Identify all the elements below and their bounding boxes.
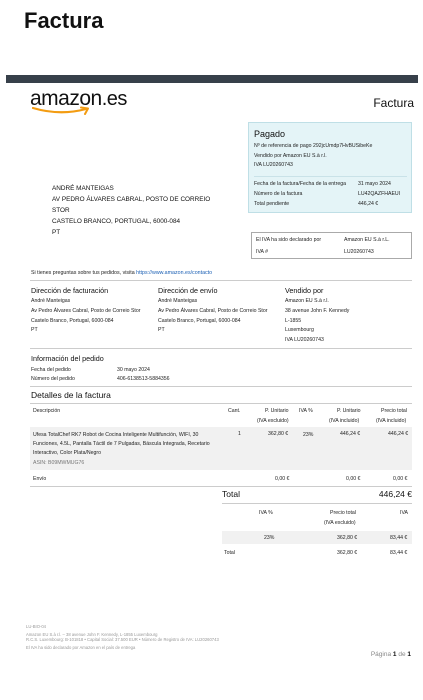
seller-line: 38 avenue John F. Kennedy [285, 308, 350, 314]
divider [30, 348, 412, 349]
vat-summary-total-label: Total [224, 550, 235, 556]
pagination-sep: de [398, 651, 406, 658]
address-line: ANDRÉ MANTEIGAS [52, 185, 114, 192]
billing-line: André Manteigas [31, 298, 71, 304]
vat-summary-iva: 83,44 € [390, 535, 408, 541]
amazon-logo [30, 89, 125, 115]
order-info-title: Información del pedido [31, 354, 104, 363]
vat-declared-value: Amazon EU S.à r.L. [344, 237, 390, 243]
invoice-number-value: LU42QAZFHAEUI [358, 191, 401, 197]
recipient-address [52, 183, 210, 238]
header-total-price-sub: (IVA incluido) [376, 418, 407, 424]
pagination [371, 651, 411, 658]
vat-summary-header-total-excl: Precio total [330, 510, 356, 516]
item-vat-percent: 23% [303, 432, 314, 438]
item-quantity: 1 [238, 431, 241, 437]
item-description-line: Ufesa TotalChef RK7 Robot de Cocina Inteligente Multifunción, WIFI, 30 [33, 432, 199, 438]
divider [30, 280, 412, 281]
shipping-address-title: Dirección de envío [158, 286, 218, 295]
invoice-number-row [254, 191, 407, 197]
pagination-label: Página [370, 651, 392, 658]
smile-arrow-icon [32, 106, 92, 115]
shipping-line: PT [158, 327, 165, 333]
order-number-row [31, 376, 170, 382]
logo-tld: .es [101, 88, 127, 110]
shipping-unit-price-incl: 0,00 € [346, 476, 361, 482]
header-vat-percent: IVA % [299, 408, 313, 414]
vat-summary-header-total-excl-sub: (IVA excluido) [324, 520, 356, 526]
amount-due-row [254, 201, 407, 207]
payment-seller: Vendido por Amazon EU S.à r.l. [254, 153, 327, 159]
header-description: Descripción [33, 408, 61, 414]
document-title: Factura [373, 96, 414, 110]
divider [30, 403, 412, 404]
payment-status-title: Pagado [254, 129, 286, 139]
invoice-total-value: 446,24 € [378, 489, 412, 499]
divider [222, 503, 412, 504]
vat-declared-label: El IVA ha sido declarado por [256, 237, 322, 243]
item-asin: ASIN: B09MWMUG76 [33, 460, 85, 466]
shipping-unit-price-excl: 0,00 € [275, 476, 290, 482]
footer-registration: R.C.S. Luxembourg: B-101818 • Capital Social: 37.500 EUR • Número de Registro de IVA: LU20260743 [26, 637, 219, 642]
address-line: STOR [52, 207, 70, 214]
seller-line: L-1855 [285, 318, 302, 324]
item-description-line: Interactivo, Color Plata/Negro [33, 450, 102, 456]
seller-title: Vendido por [285, 286, 324, 295]
footer-company: Amazon EU S.à r.l. – 38 avenue John F. Kennedy, L-1855 Luxembourg [26, 632, 158, 637]
invoice-date-value: 31 mayo 2024 [358, 181, 391, 187]
billing-line: PT [31, 327, 38, 333]
header-unit-price-incl-sub: (IVA incluido) [329, 418, 360, 424]
order-date-row [31, 367, 150, 373]
shipping-line: Castelo Branco, Portugal, 6000-084 [158, 318, 241, 324]
contact-link[interactable]: https://www.amazon.es/contacto [136, 270, 213, 276]
shipping-label: Envío [33, 476, 47, 482]
order-date-label: Fecha del pedido [31, 367, 71, 373]
address-line: AV PEDRO ÁLVARES CABRAL, POSTO DE CORREIO [52, 196, 211, 203]
divider [30, 386, 412, 387]
footer-code: LU-BIO-04 [26, 624, 47, 629]
item-unit-price-incl: 446,24 € [340, 431, 361, 437]
billing-line: Av Pedro Álvares Cabral, Posto de Correio Stor [31, 308, 141, 314]
vat-summary-total-excl: 362,80 € [337, 535, 358, 541]
seller-line: Amazon EU S.à r.l. [285, 298, 329, 304]
seller-line: IVA LU20260743 [285, 337, 324, 343]
payment-reference: Nº de referencia de pago 292jcUmdp7HvBUSibeKe [254, 143, 373, 149]
vat-number-value: LU20260743 [344, 249, 374, 255]
header-unit-price-excl-sub: (IVA excluido) [257, 418, 289, 424]
billing-address-title: Dirección de facturación [31, 286, 109, 295]
item-description [33, 431, 223, 458]
divider [30, 486, 412, 487]
pagination-current: 1 [392, 651, 397, 658]
item-total-price: 446,24 € [388, 431, 409, 437]
address-line: PT [52, 229, 61, 236]
table-row [222, 531, 412, 544]
page-heading: Factura [24, 8, 104, 33]
order-number-value: 406-6138513-5884356 [117, 376, 170, 382]
shipping-line: André Manteigas [158, 298, 198, 304]
item-unit-price-excl: 362,80 € [268, 431, 289, 437]
payment-divider [254, 176, 407, 177]
contact-note [31, 270, 212, 276]
billing-line: Castelo Branco, Portugal, 6000-084 [31, 318, 114, 324]
shipping-line: Av Pedro Álvares Cabral, Posto de Correio Stor [158, 308, 268, 314]
header-unit-price-incl: P. Unitario [337, 408, 361, 414]
vat-summary-header-iva: IVA [400, 510, 408, 516]
invoice-date-row [254, 181, 407, 187]
invoice-total-label: Total [222, 489, 240, 499]
logo-main: amazon [30, 87, 102, 110]
amount-due-label: Total pendiente [254, 201, 290, 207]
invoice-date-label: Fecha de la factura/Fecha de la entrega [254, 181, 346, 187]
vat-summary-total-excl-sum: 362,80 € [337, 550, 358, 556]
seller-line: Luxembourg [285, 327, 314, 333]
item-description-line: Funciones, 4.5L, Pantalla Táctil de 7 Pulgadas, Báscula Integrada, Recetario [33, 441, 210, 447]
invoice-number-label: Número de la factura [254, 191, 303, 197]
footer-vat-note: El IVA ha sido declarado por Amazon en el país de entrega [26, 645, 136, 650]
pagination-total: 1 [407, 651, 411, 658]
order-number-label: Número del pedido [31, 376, 75, 382]
amount-due-value: 446,24 € [358, 201, 379, 207]
payment-vat: IVA LU20260743 [254, 162, 293, 168]
top-bar [6, 75, 418, 83]
address-line: CASTELO BRANCO, PORTUGAL, 6000-084 [52, 218, 181, 225]
vat-summary-total-iva-sum: 83,44 € [390, 550, 408, 556]
header-unit-price-excl: P. Unitario [265, 408, 289, 414]
vat-summary-rate: 23% [264, 535, 275, 541]
payment-status-box [248, 122, 412, 213]
header-total-price: Precio total [381, 408, 407, 414]
header-quantity: Cant. [228, 408, 241, 414]
order-date-value: 30 mayo 2024 [117, 367, 150, 373]
invoice-details-title: Detalles de la factura [31, 390, 111, 400]
contact-text: Si tienes preguntas sobre tus pedidos, visita [31, 270, 137, 276]
shipping-total-price: 0,00 € [393, 476, 408, 482]
vat-summary-header-vat-percent: IVA % [259, 510, 273, 516]
vat-declared-box [251, 232, 412, 259]
vat-number-label: IVA # [256, 249, 269, 255]
